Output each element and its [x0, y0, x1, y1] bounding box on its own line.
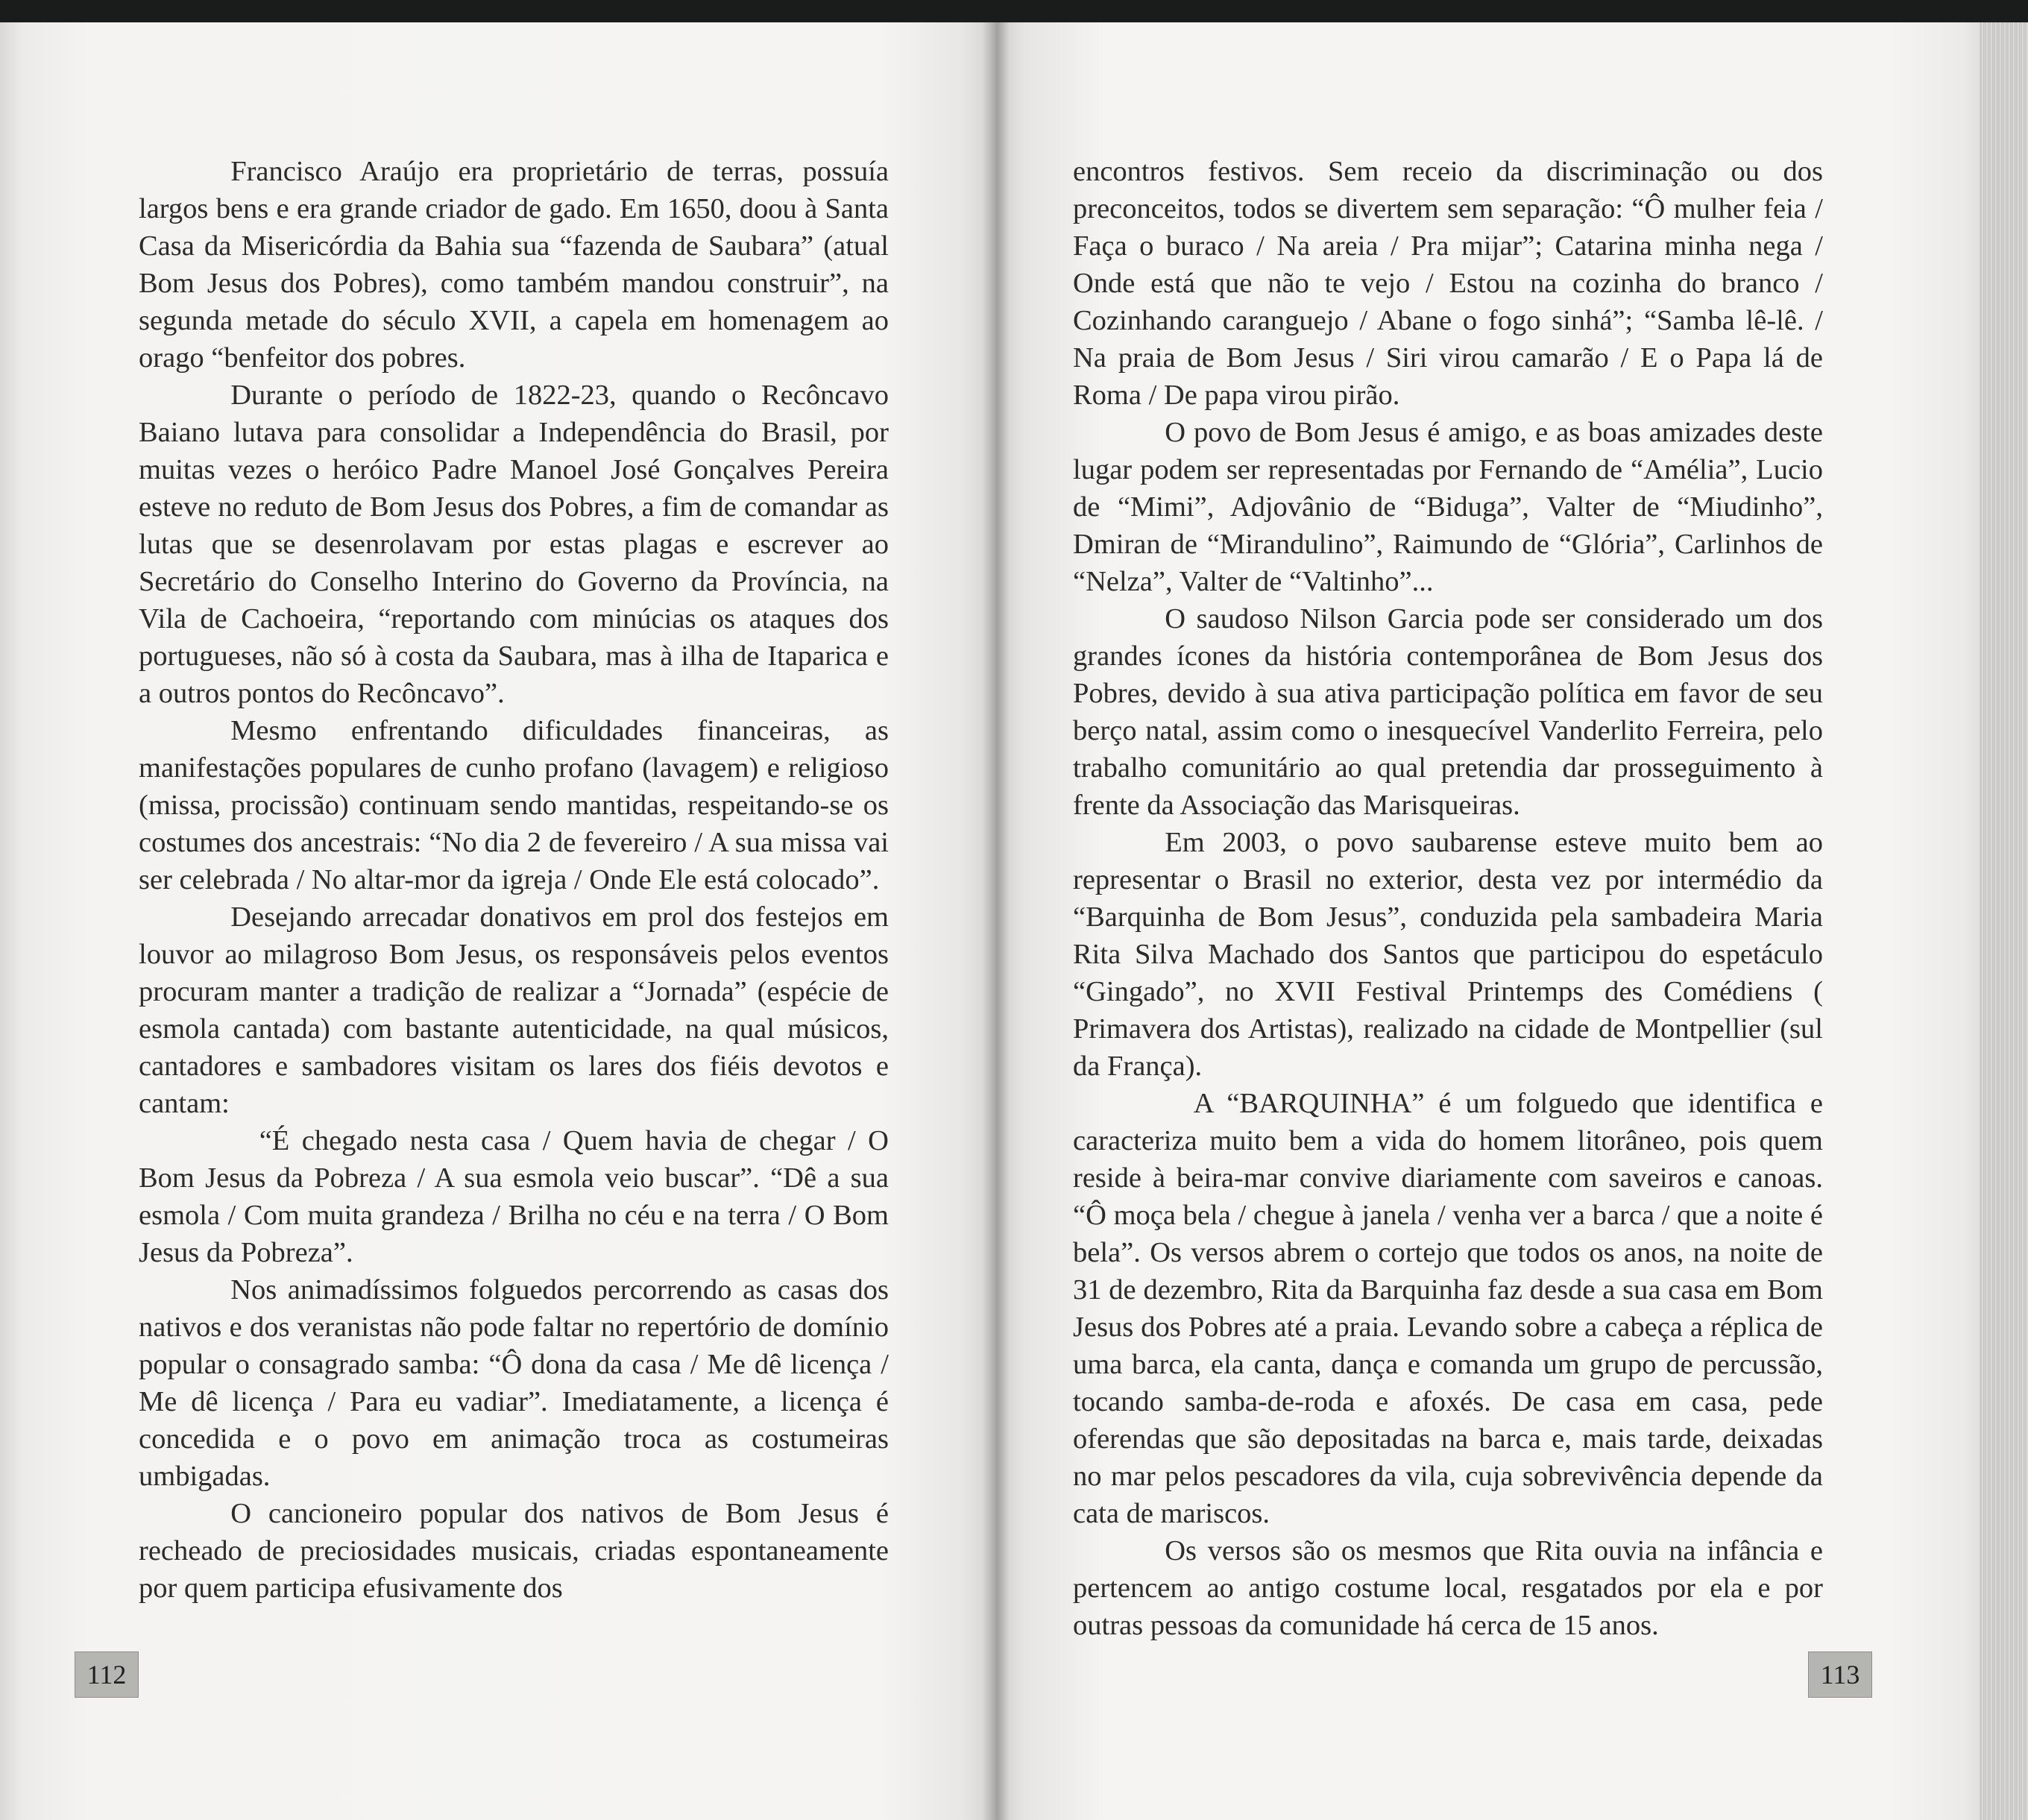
- paragraph: Em 2003, o povo saubarense esteve muito bem ao representar o Brasil no exterior, desta vez por intermédio da “Barquinha de Bom Jesus”, conduzida pela sambadeira Maria Rita Silva Machado dos Santos que participou do espetáculo “Gingado”, no XVII Festival Printemps des Comédiens ( Primavera dos Artistas), realizado na cidade de Montpellier (sul da França).: [1073, 827, 1823, 1082]
- page-number: 113: [1808, 1651, 1872, 1698]
- book-gutter: [983, 22, 1010, 1820]
- paragraph: O povo de Bom Jesus é amigo, e as boas amizades deste lugar podem ser representadas por Fernando de “Amélia”, Lucio de “Mimi”, Adjovânio de “Biduga”, Valter de “Miudinho”, Dmiran de “Mirandulino”, Raimundo de “Glória”, Carlinhos de “Nelza”, Valter de “Valtinho”...: [1073, 417, 1823, 597]
- right-page-text: [1073, 153, 1823, 1644]
- paragraph: O cancioneiro popular dos nativos de Bom Jesus é recheado de preciosidades musicais, criadas espontaneamente por quem participa efusivamente dos: [139, 1498, 889, 1604]
- page-number: 112: [75, 1651, 139, 1698]
- paragraph: Os versos são os mesmos que Rita ouvia na infância e pertencem ao antigo costume local, resgatados por ela e por outras pessoas da comunidade há cerca de 15 anos.: [1073, 1535, 1823, 1641]
- paragraph: O saudoso Nilson Garcia pode ser considerado um dos grandes ícones da história contemporânea de Bom Jesus dos Pobres, devido à sua ativa participação política em favor de seu berço natal, assim como o inesquecível Vanderlito Ferreira, pelo trabalho comunitário ao qual pretendia dar prosseguimento à frente da Associação das Marisqueiras.: [1073, 603, 1823, 821]
- left-page-text: [139, 153, 889, 1607]
- paragraph: Durante o período de 1822-23, quando o Recôncavo Baiano lutava para consolidar a Independência do Brasil, por muitas vezes o heróico Padre Manoel José Gonçalves Pereira esteve no reduto de Bom Jesus dos Pobres, a fim de comandar as lutas que se desenrolavam por estas plagas e escrever ao Secretário do Conselho Interino do Governo da Província, na Vila de Cachoeira, “reportando com minúcias os ataques dos portugueses, não só à costa da Saubara, mas à ilha de Itaparica e a outros pontos do Recôncavo”.: [139, 380, 889, 709]
- page-edges: [1980, 22, 2028, 1820]
- right-page: [995, 22, 1980, 1820]
- paragraph: Desejando arrecadar donativos em prol dos festejos em louvor ao milagroso Bom Jesus, os responsáveis pelos eventos procuram manter a tradição de realizar a “Jornada” (espécie de esmola cantada) com bastante autenticidade, na qual músicos, cantadores e sambadores visitam os lares dos fiéis devotos e cantam:: [139, 901, 889, 1119]
- paragraph: Nos animadíssimos folguedos percorrendo as casas dos nativos e dos veranistas não pode faltar no repertório de domínio popular o consagrado samba: “Ô dona da casa / Me dê licença / Me dê licença / Para eu vadiar”. Imediatamente, a licença é concedida e o povo em animação troca as costumeiras umbigadas.: [139, 1274, 889, 1492]
- paragraph: Mesmo enfrentando dificuldades financeiras, as manifestações populares de cunho profano (lavagem) e religioso (missa, procissão) continuam sendo mantidas, respeitando-se os costumes dos ancestrais: “No dia 2 de fevereiro / A sua missa vai ser celebrada / No altar-mor da igreja / Onde Ele está colocado”.: [139, 715, 889, 895]
- paragraph: “É chegado nesta casa / Quem havia de chegar / O Bom Jesus da Pobreza / A sua esmola veio buscar”. “Dê a sua esmola / Com muita grandeza / Brilha no céu e na terra / O Bom Jesus da Pobreza”.: [139, 1125, 889, 1268]
- left-page: [0, 22, 995, 1820]
- paragraph: A “BARQUINHA” é um folguedo que identifica e caracteriza muito bem a vida do homem litorâneo, pois quem reside à beira-mar convive diariamente com saveiros e canoas. “Ô moça bela / chegue à janela / venha ver a barca / que a noite é bela”. Os versos abrem o cortejo que todos os anos, na noite de 31 de dezembro, Rita da Barquinha faz desde a sua casa em Bom Jesus dos Pobres até a praia. Levando sobre a cabeça a réplica de uma barca, ela canta, dança e comanda um grupo de percussão, tocando samba-de-roda e afoxés. De casa em casa, pede oferendas que são depositadas na barca e, mais tarde, deixadas no mar pelos pescadores da vila, cuja sobrevivência depende da cata de mariscos.: [1073, 1088, 1823, 1529]
- paragraph: Francisco Araújo era proprietário de terras, possuía largos bens e era grande criador de gado. Em 1650, doou à Santa Casa da Misericórdia da Bahia sua “fazenda de Saubara” (atual Bom Jesus dos Pobres), como também mandou construir”, na segunda metade do século XVII, a capela em homenagem ao orago “benfeitor dos pobres.: [139, 156, 889, 374]
- paragraph: encontros festivos. Sem receio da discriminação ou dos preconceitos, todos se divertem sem separação: “Ô mulher feia / Faça o buraco / Na areia / Pra mijar”; Catarina minha nega / Onde está que não te vejo / Estou na cozinha do branco / Cozinhando caranguejo / Abane o fogo sinhá”; “Samba lê-lê. / Na praia de Bom Jesus / Siri virou camarão / E o Papa lá de Roma / De papa virou pirão.: [1073, 156, 1823, 411]
